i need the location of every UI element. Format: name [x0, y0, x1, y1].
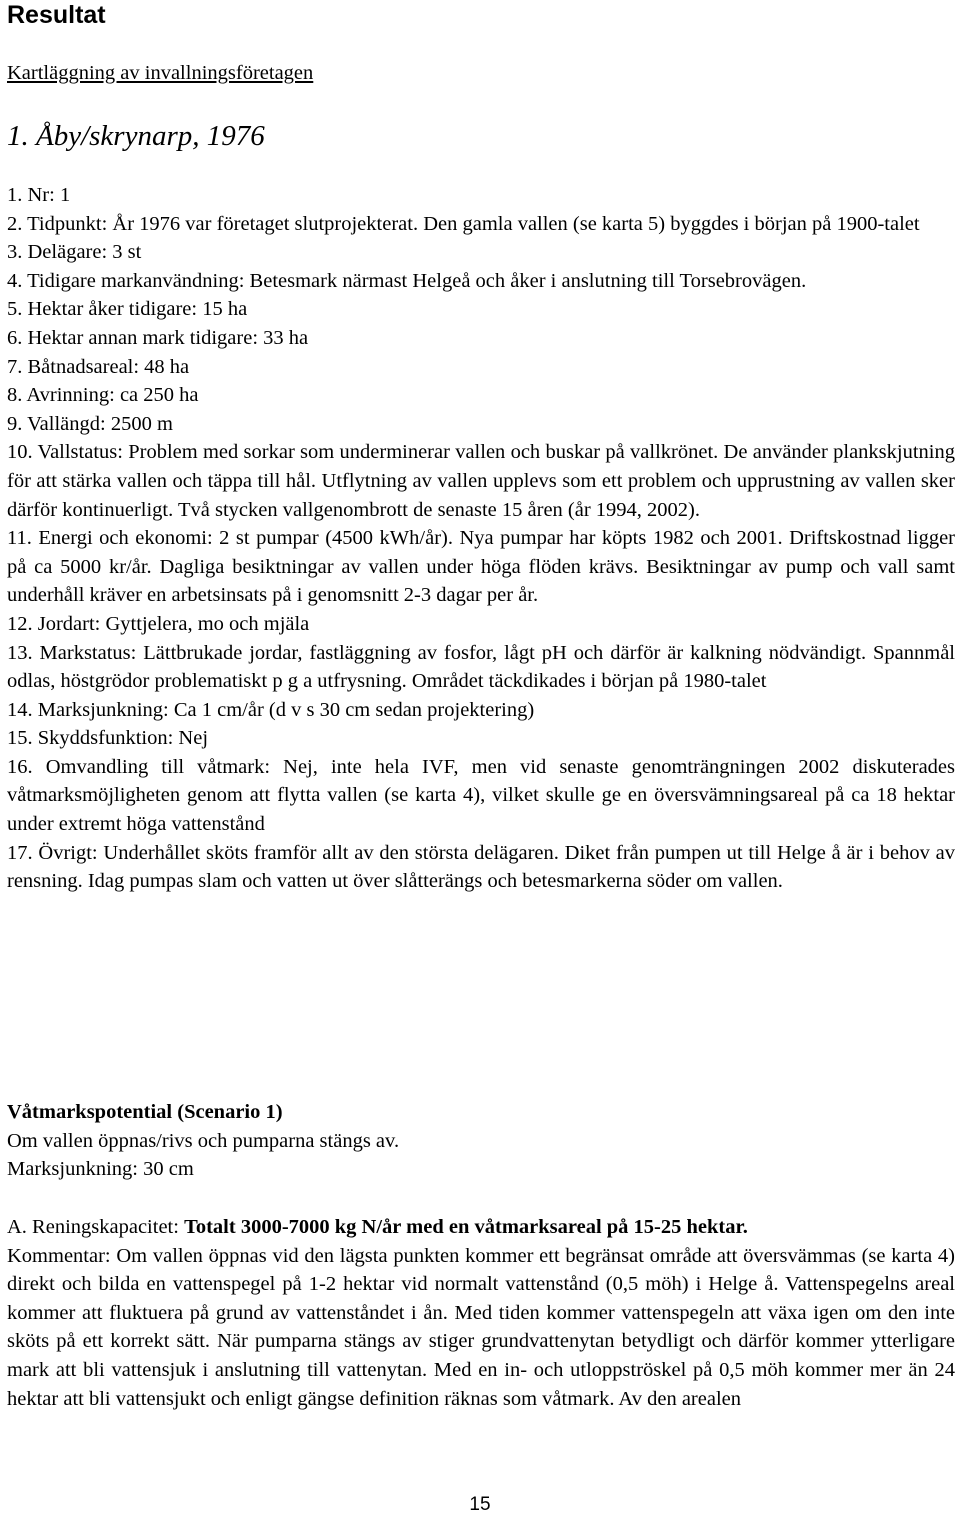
list-item: 13. Markstatus: Lättbrukade jordar, fastläggning av fosfor, lågt pH och därför är kalkning nödvändigt. Spannmål odlas, höstgrödor problematiskt p g a utfrysning. Området täckdikades i början på 1980-talet — [7, 641, 955, 693]
scenario-title: Våtmarkspotential (Scenario 1) — [7, 1101, 283, 1123]
list-item: 7. Båtnadsareal: 48 ha — [7, 355, 190, 378]
list-item: 9. Vallängd: 2500 m — [7, 412, 173, 435]
list-item: 4. Tidigare markanvändning: Betesmark närmast Helgeå och åker i anslutning till Torsebrovägen. — [7, 269, 807, 292]
list-item: 16. Omvandling till våtmark: Nej, inte hela IVF, men vid senaste genomträngningen 2002 diskuterades våtmarksmöjligheten genom att flytta vallen (se karta 4), vilket skulle ge en översvämningsareal på ca 18 hektar under extremt höga vattenstånd — [7, 755, 955, 836]
capacity-label: A. Reningskapacitet: — [7, 1216, 185, 1238]
scenario-line: Marksjunkning: 30 cm — [7, 1158, 194, 1181]
list-item: 10. Vallstatus: Problem med sorkar som underminerar vallen och buskar på vallkrönet. De använder plankskjutning för att stärka vallen och täppa till hål. Utflytning av vallen upplevs som ett problem och upprustning av vallen sker därför kontinuerligt. Två stycken vallgenombrott de senaste 15 åren (år 1994, 2002). — [7, 441, 955, 521]
list-item: 14. Marksjunkning: Ca 1 cm/år (d v s 30 cm sedan projektering) — [7, 698, 535, 721]
capacity-block — [7, 1213, 955, 1413]
section-title: 1. Åby/skrynarp, 1976 — [7, 120, 265, 152]
scenario-line: Om vallen öppnas/rivs och pumparna stängs av. — [7, 1129, 400, 1152]
scenario-block — [7, 1098, 955, 1184]
page-heading: Resultat — [7, 1, 106, 29]
list-item: 11. Energi och ekonomi: 2 st pumpar (4500 kWh/år). Nya pumpar har köpts 1982 och 2001. Driftskostnad ligger på ca 5000 kr/år. Dagliga besiktningar av vallen under höga flöden krävs. Besiktningar av pump och vall samt underhåll kräver en arbetsinsats på i genomsnitt 2-3 dagar per år. — [7, 527, 955, 607]
list-item: 15. Skyddsfunktion: Nej — [7, 727, 209, 750]
list-item: 12. Jordart: Gyttjelera, mo och mjäla — [7, 612, 310, 635]
list-item: 2. Tidpunkt: År 1976 var företaget slutprojekterat. Den gamla vallen (se karta 5) byggdes i början på 1900-talet — [7, 212, 920, 235]
capacity-comment: Kommentar: Om vallen öppnas vid den lägsta punkten kommer ett begränsat område att översvämmas (se karta 4) direkt och bilda en vattenspegel på 1-2 hektar vid normalt vattenstånd (0,5 möh) i Helge å. Vattenspegelns areal kommer att fluktuera på grund av vattenståndet i ån. Med tiden kommer vattenspegeln att växa igen om den inte sköts på ett korrekt sätt. När pumparna stängs av stiger grundvattenytan betydligt och därför kommer ytterligare mark att bli vattensjuk i anslutning till vattenytan. Med en in- och utloppströskel på 0,5 möh kommer mer än 24 hektar att bli vattensjukt och enligt gängse definition räknas som våtmark. Av den arealen — [7, 1244, 955, 1410]
list-item: 6. Hektar annan mark tidigare: 33 ha — [7, 326, 309, 349]
subtitle: Kartläggning av invallningsföretagen — [7, 62, 314, 84]
list-item: 5. Hektar åker tidigare: 15 ha — [7, 298, 248, 321]
list-item: 1. Nr: 1 — [7, 184, 71, 206]
list-item: 17. Övrigt: Underhållet sköts framför allt av den största delägaren. Diket från pumpen ut till Helge å är i behov av rensning. Idag pumpas slam och vatten ut över slåtterängs och betesmarkerna söder om vallen. — [7, 841, 955, 893]
list-item: 8. Avrinning: ca 250 ha — [7, 384, 199, 407]
page-number: 15 — [469, 1494, 491, 1515]
list-item: 3. Delägare: 3 st — [7, 241, 142, 264]
facts-list — [7, 181, 955, 896]
capacity-line — [7, 1213, 955, 1242]
capacity-value: Totalt 3000-7000 kg N/år med en våtmarksareal på 15-25 hektar. — [184, 1216, 748, 1238]
